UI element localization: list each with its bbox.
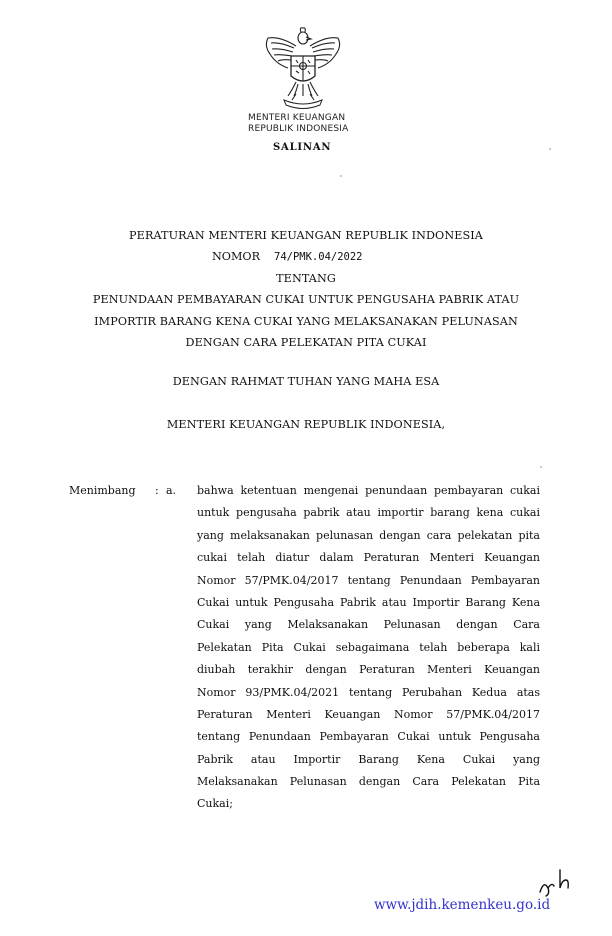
blessing-line: DENGAN RAHMAT TUHAN YANG MAHA ESA [172, 375, 440, 388]
considering-colon: : [155, 484, 159, 497]
paragraph-line: yang melaksanakan pelunasan dengan cara pelekatan pita [197, 528, 540, 542]
paragraph-line: Nomor 57/PMK.04/2017 tentang Penundaan Pembayaran [197, 573, 540, 587]
paragraph-line: Cukai yang Melaksanakan Pelunasan dengan Cara [197, 618, 540, 632]
paragraph-line: diubah terakhir dengan Peraturan Menteri Keuangan [197, 663, 540, 677]
scan-speck [540, 466, 542, 468]
ministry-heading [248, 113, 388, 135]
considering-paragraph [197, 480, 540, 816]
garuda-emblem-icon [258, 26, 348, 110]
paragraph-line: Melaksanakan Pelunasan dengan Cara Pelekatan Pita [197, 775, 540, 789]
nomor-label: NOMOR [212, 250, 261, 263]
about-label: TENTANG [276, 272, 336, 285]
paragraph-line: Nomor 93/PMK.04/2021 tentang Perubahan Kedua atas [197, 685, 540, 699]
issuer-line: MENTERI KEUANGAN REPUBLIK INDONESIA, [166, 418, 446, 431]
paragraph-line: Cukai; [197, 797, 233, 811]
paragraph-line: bahwa ketentuan mengenai penundaan pembayaran cukai [197, 484, 540, 497]
paragraph-line: Pabrik atau Importir Barang Kena Cukai yang [197, 752, 540, 766]
paragraph-line: cukai telah diatur dalam Peraturan Menteri Keuangan [197, 551, 540, 565]
subject-line-1: PENUNDAAN PEMBAYARAN CUKAI UNTUK PENGUSAHA PABRIK ATAU [92, 293, 520, 306]
nomor-value: 74/PMK.04/2022 [274, 251, 363, 263]
scan-speck [340, 175, 342, 177]
paragraph-line: Pelekatan Pita Cukai sebagaimana telah beberapa kali [197, 640, 540, 654]
website-link[interactable]: www.jdih.kemenkeu.go.id [374, 897, 551, 913]
considering-label: Menimbang [69, 484, 136, 497]
subject-line-2: IMPORTIR BARANG KENA CUKAI YANG MELAKSANAKAN PELUNASAN [94, 315, 518, 328]
scan-speck [549, 148, 551, 150]
subject-line-3: DENGAN CARA PELEKATAN PITA CUKAI [185, 336, 427, 349]
regulation-title: PERATURAN MENTERI KEUANGAN REPUBLIK INDONESIA [129, 229, 483, 242]
ministry-line-2: REPUBLIK INDONESIA [248, 124, 349, 134]
paragraph-line: Cukai untuk Pengusaha Pabrik atau Importir Barang Kena [197, 595, 540, 609]
ministry-line-1: MENTERI KEUANGAN [248, 113, 346, 123]
paragraph-line: untuk pengusaha pabrik atau importir barang kena cukai [197, 506, 540, 520]
copy-label: SALINAN [273, 142, 332, 153]
item-letter: a. [166, 484, 177, 497]
paragraph-line: Peraturan Menteri Keuangan Nomor 57/PMK.04/2017 [197, 707, 540, 721]
handwritten-initials-icon [536, 862, 576, 902]
regulation-number [212, 250, 363, 263]
paragraph-line: tentang Penundaan Pembayaran Cukai untuk Pengusaha [197, 730, 540, 744]
